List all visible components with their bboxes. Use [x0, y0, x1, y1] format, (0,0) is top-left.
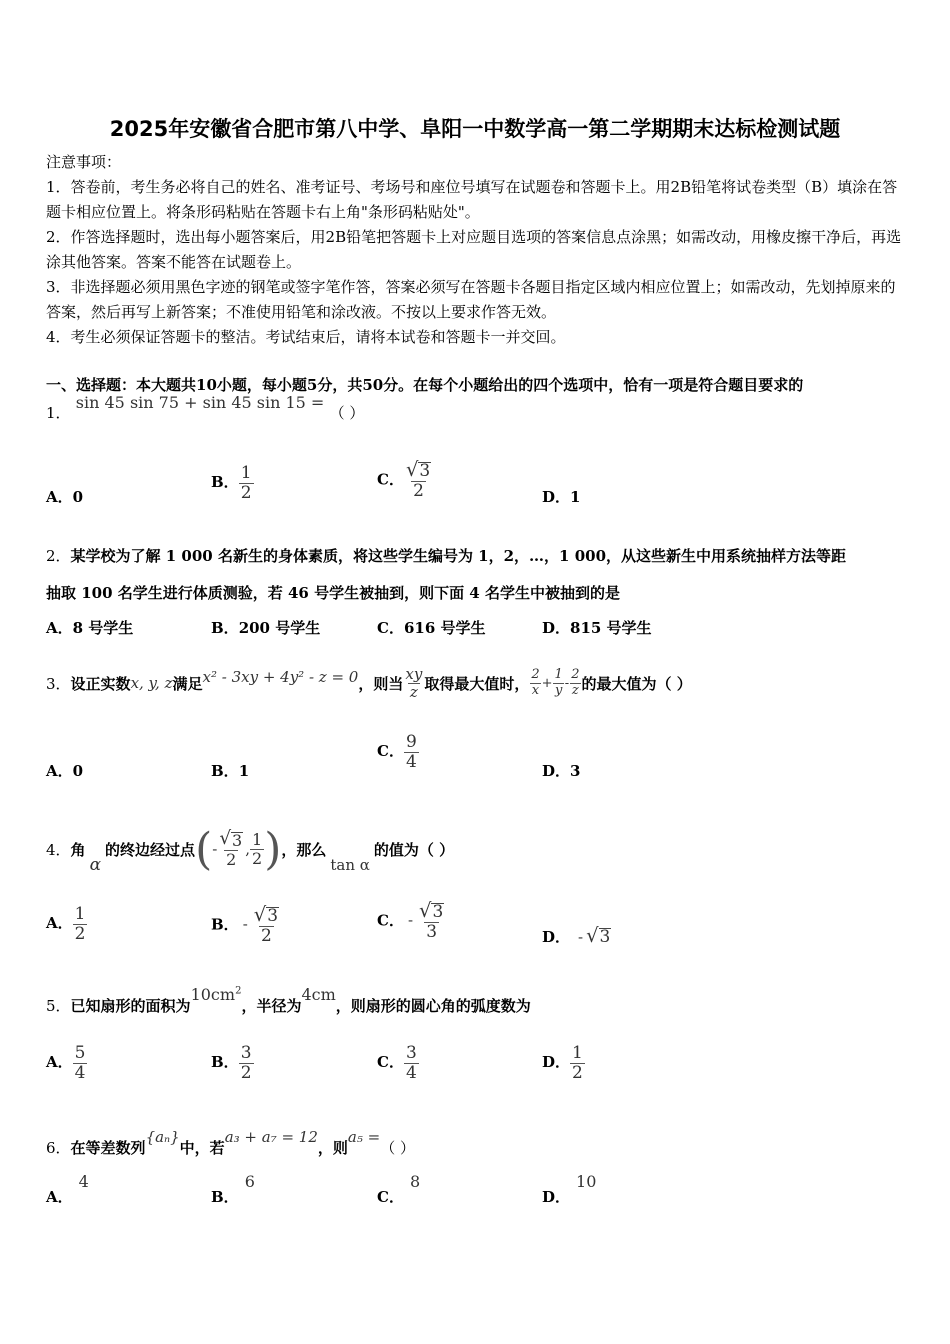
fraction: [73, 1044, 88, 1082]
fraction: [239, 1044, 254, 1082]
option-value: 0: [72, 488, 84, 506]
option-label: A．: [46, 1188, 73, 1206]
question-2-line-1: [46, 545, 846, 566]
fraction: [570, 1044, 585, 1082]
option-label: A．: [46, 914, 73, 933]
fraction: [239, 464, 254, 502]
q3-option-d: [542, 760, 580, 781]
option-label: D．: [542, 488, 571, 506]
denominator: 2: [240, 1062, 252, 1083]
numerator: 3: [405, 1043, 417, 1063]
option-label: C．: [377, 911, 404, 930]
q1-option-d: [542, 486, 580, 507]
fraction: [73, 905, 88, 943]
option-label: A．: [46, 488, 73, 506]
right-paren: ): [264, 823, 282, 875]
denominator: 4: [405, 1062, 417, 1083]
numerator: 1: [74, 904, 86, 924]
q4-option-b: [211, 905, 281, 946]
question-1: [46, 393, 365, 423]
numerator: 1: [554, 667, 563, 683]
q3-text: ，则当: [358, 674, 404, 693]
option-label: B．: [211, 915, 239, 934]
q3-text: 取得最大值时，: [424, 674, 530, 693]
numerator: 1: [572, 1043, 583, 1063]
notes-heading: 注意事项：: [46, 153, 122, 171]
q6-text: ，则: [317, 1139, 348, 1157]
option-label: A．: [46, 619, 73, 637]
option-value: 3: [570, 762, 581, 780]
fraction: [404, 1044, 419, 1082]
option-label: C．: [377, 1053, 404, 1072]
denominator: 2: [74, 923, 86, 944]
fraction: [417, 901, 446, 942]
radicand: 3: [419, 461, 431, 481]
page-title: 2025年安徽省合肥市第八中学、阜阳一中数学高一第二学期期末达标检测试题: [109, 117, 841, 141]
q5-option-a: [46, 1044, 87, 1082]
fraction: [553, 668, 565, 698]
question-4: [46, 816, 454, 882]
option-label: B．: [211, 762, 239, 780]
denominator: 2: [260, 925, 272, 946]
denominator: 2: [240, 482, 252, 503]
option-label: A．: [46, 762, 73, 780]
sqrt: √ 3: [219, 827, 243, 850]
q4-text: 的值为（ ）: [373, 840, 455, 859]
option-value: 10: [576, 1172, 597, 1191]
plus-sign: +: [541, 675, 553, 691]
area-number: 10cm: [190, 985, 236, 1004]
q6-option-d: [542, 1172, 597, 1207]
numerator: 1: [240, 463, 252, 483]
option-label: B．: [211, 1188, 239, 1206]
fraction: [217, 827, 245, 869]
notes-item-2: 2．作答选择题时，选出每小题答案后，用2B铅笔把答题卡上对应题目选项的答案信息点涂黑；如需改动，用橡皮擦干净后，再选涂其他答案。答案不能答在试题卷上。: [46, 228, 902, 271]
section-heading: 一、选择题：本大题共10小题，每小题5分，共50分。在每个小题给出的四个选项中，恰有一项是符合题目要求的: [46, 376, 804, 394]
numerator: 2: [571, 667, 580, 683]
denominator: 2: [572, 1062, 583, 1083]
comma: ,: [245, 840, 250, 858]
question-number: 3．: [46, 674, 71, 693]
option-value: 0: [72, 762, 84, 780]
denominator: 2: [226, 849, 237, 869]
fraction: [252, 905, 281, 946]
denominator: 2: [413, 480, 424, 501]
numerator: 2: [531, 667, 540, 683]
notes-item-1: 1．答卷前，考生务必将自己的姓名、准考证号、考场号和座位号填写在试题卷和答题卡上。用2B铅笔将试卷类型（B）填涂在答题卡相应位置上。将条形码粘贴在答题卡右上角"条形码粘贴处"。: [46, 178, 898, 221]
minus-sign: -: [212, 840, 218, 858]
question-number: 6．: [46, 1139, 71, 1157]
q3-option-c: [377, 733, 419, 771]
q3-option-a: [46, 760, 83, 781]
denominator: 4: [405, 751, 417, 772]
q2-option-a: [46, 617, 133, 638]
option-label: B．: [211, 473, 239, 492]
option-value: 616 号学生: [403, 619, 486, 637]
q2-option-c: [377, 617, 486, 638]
area-value: [191, 985, 242, 1004]
notes-item-3: 3．非选择题必须用黑色字迹的钢笔或签字笔作答，答案必须写在答题卡各题目指定区域内相应位置上；如需改动，先划掉原来的答案，然后再写上新答案；不准使用铅笔和涂改液。不按以上要求作答无效。: [46, 278, 896, 321]
q3-text: 设正实数: [70, 674, 131, 693]
q5-option-d: [542, 1044, 585, 1082]
q4-option-c: [377, 901, 446, 942]
fraction-xy-over-z: [403, 666, 424, 700]
sqrt: √ 3: [405, 458, 431, 481]
q3-text: 满足: [172, 674, 203, 693]
q3-text: 的最大值为（ ）: [581, 674, 692, 693]
option-label: B．: [211, 1053, 239, 1072]
fraction: [250, 831, 264, 867]
q4-text: 的终边经过点: [105, 840, 196, 859]
option-value: 1: [238, 762, 250, 780]
q3-variables: x, y, z: [130, 674, 173, 692]
q1-option-b: [211, 464, 254, 502]
q6-condition: a₃ + a₇ = 12: [224, 1128, 318, 1146]
denominator: 2: [252, 848, 263, 868]
q4-option-d: [542, 926, 611, 947]
sqrt: √ 3: [586, 924, 611, 947]
q6-tail: （ ）: [380, 1139, 415, 1157]
q3-condition: x² - 3xy + 4y² - z = 0: [202, 668, 359, 686]
option-label: C．: [377, 742, 404, 761]
option-label: C．: [377, 619, 404, 637]
q5-text: ，半径为: [241, 997, 302, 1015]
q1-expression: sin 45 sin 75 + sin 45 sin 15 =: [75, 393, 325, 412]
question-number: 4．: [46, 840, 71, 859]
numerator: 3: [240, 1043, 252, 1063]
denominator: y: [554, 682, 563, 698]
alpha-symbol: α: [89, 855, 102, 875]
fraction: [529, 668, 541, 698]
option-value: 6: [244, 1172, 255, 1191]
minus-sign: -: [242, 915, 248, 934]
option-label: D．: [542, 1053, 571, 1072]
sqrt: √ 3: [253, 903, 279, 926]
option-label: C．: [377, 1188, 404, 1206]
fraction: [404, 733, 419, 771]
q4-text: ，那么: [281, 840, 327, 859]
q6-text: 在等差数列: [70, 1139, 146, 1157]
q5-text: ，则扇形的圆心角的弧度数为: [335, 997, 531, 1015]
question-6: [46, 1128, 415, 1158]
minus-sign: -: [564, 675, 570, 691]
radicand: 3: [232, 830, 243, 850]
q6-option-a: [46, 1172, 89, 1207]
q4-option-a: [46, 905, 87, 943]
radicand: 3: [432, 902, 444, 922]
tan-alpha: tan α: [330, 856, 370, 874]
q5-option-b: [211, 1044, 254, 1082]
numerator: xy: [405, 665, 423, 683]
question-5: [46, 986, 531, 1016]
numerator: 5: [74, 1043, 86, 1063]
option-label: D．: [542, 1188, 571, 1206]
option-value: 4: [78, 1172, 89, 1191]
option-label: D．: [542, 928, 571, 946]
notes-block: [46, 150, 906, 350]
radicand: 3: [267, 906, 279, 926]
minus-sign: -: [578, 928, 584, 946]
question-2-line-2: 抽取 100 名学生进行体质测验，若 46 号学生被抽到，则下面 4 名学生中被抽到的是: [46, 584, 620, 602]
option-value: 8: [409, 1172, 421, 1191]
denominator: 3: [426, 921, 438, 942]
option-value: 8 号学生: [72, 619, 134, 637]
question-number: 2．: [46, 547, 71, 565]
option-label: D．: [542, 619, 571, 637]
option-label: A．: [46, 1053, 73, 1072]
sqrt: √ 3: [419, 899, 444, 922]
q2-text: 某学校为了解 1 000 名新生的身体素质，将这些学生编号为 1，2，…，1 000，从这些新生中用系统抽样方法等距: [70, 547, 847, 565]
minus-sign: -: [407, 911, 414, 930]
q1-option-a: [46, 486, 83, 507]
q2-option-d: [542, 617, 652, 638]
denominator: z: [571, 682, 579, 698]
radicand: 3: [599, 927, 611, 947]
q5-text: 已知扇形的面积为: [70, 997, 191, 1015]
q6-option-b: [211, 1172, 255, 1207]
question-3: [46, 648, 692, 718]
area-exponent: 2: [235, 985, 242, 997]
numerator: 9: [405, 732, 417, 752]
q5-option-c: [377, 1044, 419, 1082]
numerator: 1: [252, 829, 263, 849]
denominator: 4: [74, 1062, 86, 1083]
sequence-symbol: {aₙ}: [145, 1128, 180, 1146]
option-value: 1: [570, 488, 581, 506]
option-value: 815 号学生: [570, 619, 652, 637]
q6-option-c: [377, 1172, 421, 1207]
fraction: [404, 460, 433, 501]
denominator: x: [531, 682, 540, 698]
radius-value: 4cm: [301, 985, 336, 1004]
fraction: [569, 668, 581, 698]
denominator: z: [409, 682, 418, 701]
left-paren: (: [195, 823, 213, 875]
q3-option-b: [211, 760, 249, 781]
q2-option-b: [211, 617, 320, 638]
question-number: 1．: [46, 404, 71, 422]
q6-ask: a₅ =: [347, 1128, 381, 1146]
option-label: C．: [377, 470, 404, 489]
q1-tail: （ ）: [329, 404, 365, 422]
q6-text: 中，若: [179, 1139, 225, 1157]
q1-option-c: [377, 460, 433, 501]
q4-text: 角: [70, 840, 86, 859]
option-label: D．: [542, 762, 571, 780]
option-value: 200 号学生: [238, 619, 321, 637]
question-number: 5．: [46, 997, 71, 1015]
notes-item-4: 4．考生必须保证答题卡的整洁。考试结束后，请将本试卷和答题卡一并交回。: [46, 328, 566, 346]
option-label: B．: [211, 619, 239, 637]
